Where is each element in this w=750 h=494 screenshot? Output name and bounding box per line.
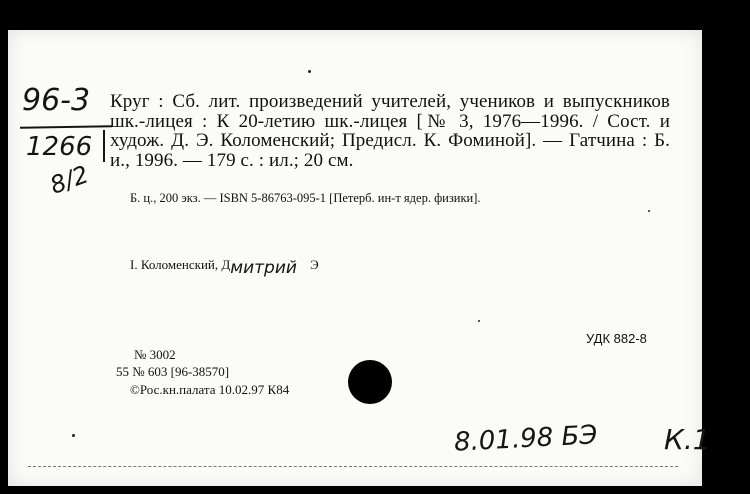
scan-noise-line <box>28 466 678 468</box>
call-number-bottom: 1266 <box>26 132 93 162</box>
scan-noise-dot <box>308 70 311 73</box>
punch-hole <box>348 360 392 404</box>
catalog-card <box>8 30 711 486</box>
record-number: 55 № 603 [96-38570] <box>116 364 230 379</box>
handwritten-corner-mark: К.1 <box>664 423 711 456</box>
udk-code: УДК 882-8 <box>586 331 647 346</box>
call-number-top: 96-3 <box>22 83 91 118</box>
scan-noise-dot <box>648 210 650 212</box>
shelf-mark: 8/2 <box>46 160 93 200</box>
handwritten-date: 8.01.98 БЭ <box>453 420 599 458</box>
added-entry-initial: Э <box>310 257 319 272</box>
call-number-divider <box>20 125 112 129</box>
added-entry-printed: I. Коломенский, Д <box>130 257 231 272</box>
scan-noise-dot <box>72 434 75 437</box>
bibliographic-description: Круг : Сб. лит. произведений учителей, учеников и выпускников шк.-лицея : К 20-летию шк.-лицея [№ 3, 1976—1996. / Сост. и худож. Д. Э. Коломенский; Предисл. К. Фоминой]. — Гатчина : Б. и., 1996. — 179 с. : ил.; 20 см. <box>110 91 670 171</box>
added-entry-handwritten: митрий <box>230 258 297 278</box>
publication-details: Б. ц., 200 экз. — ISBN 5-86763-095-1 [Петерб. ин-т ядер. физики]. <box>130 191 481 205</box>
book-chamber-stamp: ©Рос.кн.палата 10.02.97 К84 <box>130 382 290 397</box>
card-number: № 3002 <box>134 347 176 362</box>
scan-noise-dot <box>478 320 480 322</box>
added-entry <box>130 256 319 278</box>
call-number-bracket <box>103 130 105 162</box>
